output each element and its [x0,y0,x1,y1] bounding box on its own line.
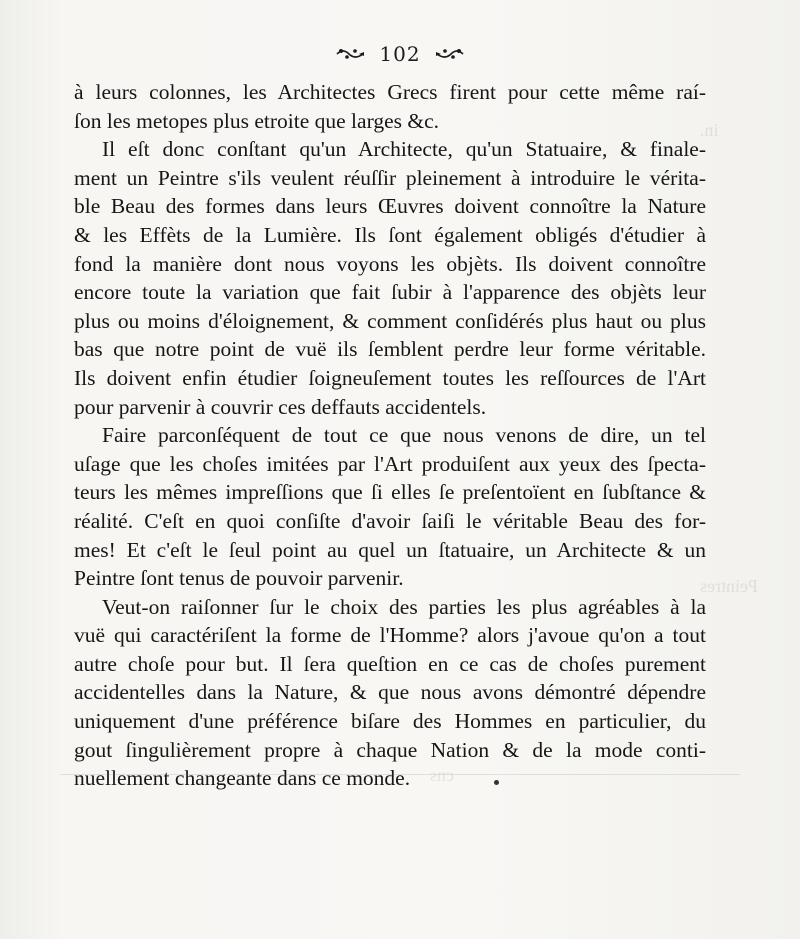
text-line: Peintre ſont tenus de pouvoir parvenir. [74,566,404,591]
text-line: à leurs colonnes, les Architectes Grecs firent pour cette même raí- [74,80,706,104]
text-line: ſon les metopes plus etroite que larges &c. [74,108,440,133]
text-line: Il eſt donc conſtant qu'un Architecte, qu'un Statuaire, & finale- [102,137,706,162]
page-number: 102 [379,41,421,66]
text-line: ment un Peintre s'ils veulent réuſſir pleinement à introduire le vérita- [74,165,706,190]
text-line: réalité. C'eſt en quoi conſiſte d'avoir ſaiſi le véritable Beau des for- [74,508,706,533]
text-line: Ils doivent enfin étudier ſoigneuſement toutes les reſſources de l'Art [74,365,706,390]
bleed-through-text: Peintres [700,576,758,596]
bleed-through-rule [60,774,740,775]
text-line: & les Effèts de la Lumière. Ils ſont également obligés d'étudier à [74,222,706,247]
left-ornament-icon [335,42,365,66]
text-line: uniquement d'une préférence biſare des Hommes en particulier, du [74,709,706,734]
text-line: plus ou moins d'éloignement, & comment conſidérés plus haut ou plus [74,308,706,333]
text-line: accidentelles dans la Nature, & que nous avons démontré dépendre [74,680,706,705]
text-line: ble Beau des formes dans leurs Œuvres doivent connoître la Nature [74,194,706,219]
paragraph-1 [74,78,706,135]
text-line: Veut-on raiſonner ſur le choix des parties les plus agréables à la [102,594,706,619]
text-line: autre choſe pour but. Il ſera queſtion en ce cas de choſes purement [74,651,706,676]
text-line: teurs les mêmes impreſſions que ſi elles ſe preſentoïent en ſubſtance & [74,480,706,505]
text-line: mes! Et c'eſt le ſeul point au quel un ſtatuaire, un Architecte & un [74,537,706,562]
text-line: gout ſingulièrement propre à chaque Nation & de la mode conti- [74,737,706,762]
text-line: bas que notre point de vuë ils ſemblent perdre leur forme véritable. [74,337,706,362]
paragraph-4 [74,593,706,793]
text-line: nuellement changeante dans ce monde. [74,766,411,791]
paragraph-2 [74,135,706,421]
text-line: fond la manière dont nous voyons les objèts. Ils doivent connoître [74,251,706,276]
page-header [0,40,800,66]
page-body [74,78,706,793]
right-ornament-icon [435,42,465,66]
text-line: uſage que les choſes imitées par l'Art produiſent aux yeux des ſpecta- [74,451,706,476]
bleed-through-text: in. [700,120,719,140]
text-line: vuë qui caractériſent la forme de l'Homme? alors j'avoue qu'on a tout [74,623,706,648]
paragraph-3 [74,421,706,593]
page-end-dot [494,780,499,785]
bleed-through-text: cns [430,765,454,785]
text-line: Faire parconſéquent de tout ce que nous venons de dire, un tel [102,423,706,448]
text-line: pour parvenir à couvrir ces deffauts accidentels. [74,394,487,419]
text-line: encore toute la variation que fait ſubir à l'apparence des objèts leur [74,280,706,305]
